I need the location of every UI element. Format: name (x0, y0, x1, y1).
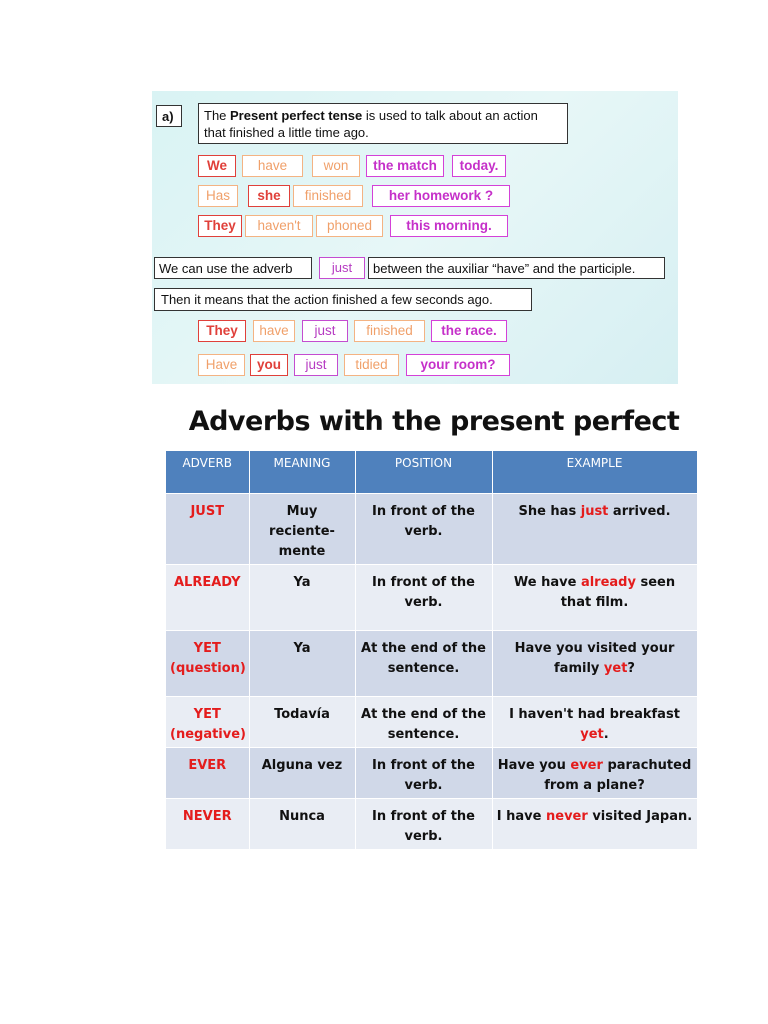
position-cell: In front of the verb. (355, 564, 492, 630)
word-your-room: your room? (406, 354, 510, 376)
adverb-cell: JUST (166, 493, 249, 564)
word-have-3: Have (198, 354, 245, 376)
example-post: seen that film. (560, 574, 676, 610)
example-pre: Have you (497, 757, 571, 773)
word-has: Has (198, 185, 238, 207)
example-post: parachuted from a plane? (544, 757, 692, 793)
adverb-cell: YET (question) (166, 630, 249, 696)
table-row (166, 493, 697, 564)
header-example: EXAMPLE (492, 451, 697, 493)
example-pre: I have (496, 808, 547, 824)
example-highlight: yet (603, 660, 628, 676)
meaning-cell: Alguna vez (249, 747, 355, 798)
intro-bold: Present perfect tense (230, 108, 363, 123)
word-they: They (198, 215, 242, 237)
intro-line2: that finished a little time ago. (204, 125, 369, 140)
example-pre: I haven't had breakfast (509, 706, 680, 722)
word-finished: finished (293, 185, 363, 207)
word-her-homework: her homework ? (372, 185, 510, 207)
example-cell (492, 747, 697, 798)
position-cell: At the end of the sentence. (355, 696, 492, 747)
example-cell (492, 564, 697, 630)
meaning-cell: Muy reciente-mente (249, 493, 355, 564)
word-havent: haven't (245, 215, 313, 237)
adverb-cell: ALREADY (166, 564, 249, 630)
word-have-2: have (253, 320, 295, 342)
word-we: We (198, 155, 236, 177)
example-cell (492, 493, 697, 564)
word-just-2: just (294, 354, 338, 376)
position-cell: In front of the verb. (355, 493, 492, 564)
adverb-cell: NEVER (166, 798, 249, 849)
word-they-2: They (198, 320, 246, 342)
word-she: she (248, 185, 290, 207)
meaning-cell: Ya (249, 630, 355, 696)
adverbs-table (166, 451, 698, 849)
adverb-cell: YET (negative) (166, 696, 249, 747)
example-pre: We have (513, 574, 581, 590)
word-just-1: just (302, 320, 348, 342)
table-row (166, 798, 697, 849)
intro-box (198, 103, 568, 144)
header-meaning: MEANING (249, 451, 355, 493)
table-row (166, 747, 697, 798)
word-the-match: the match (366, 155, 444, 177)
example-pre: She has (518, 503, 581, 519)
example-post: . (603, 726, 609, 742)
word-finished-2: finished (354, 320, 425, 342)
position-cell: In front of the verb. (355, 747, 492, 798)
example-highlight: yet (580, 726, 604, 742)
word-today: today. (452, 155, 506, 177)
example-post: visited Japan. (587, 808, 693, 824)
meaning-cell: Ya (249, 564, 355, 630)
word-tidied: tidied (344, 354, 399, 376)
adverb-note-post: between the auxiliar “have” and the participle. (368, 257, 665, 279)
table-row (166, 564, 697, 630)
word-won: won (312, 155, 360, 177)
intro-pre: The (204, 108, 231, 123)
word-the-race: the race. (431, 320, 507, 342)
position-cell: At the end of the sentence. (355, 630, 492, 696)
meaning-cell: Todavía (249, 696, 355, 747)
adverb-note-pre: We can use the adverb (154, 257, 312, 279)
example-highlight: just (580, 503, 609, 519)
word-phoned: phoned (316, 215, 383, 237)
adverb-cell: EVER (166, 747, 249, 798)
page-heading: Adverbs with the present perfect (188, 406, 680, 437)
example-post: ? (627, 660, 635, 676)
example-highlight: ever (570, 757, 603, 773)
header-position: POSITION (355, 451, 492, 493)
meaning-cell: Nunca (249, 798, 355, 849)
word-this-morning: this morning. (390, 215, 508, 237)
label-a: a) (156, 105, 182, 127)
adverb-note-just: just (319, 257, 365, 279)
header-adverb: ADVERB (166, 451, 249, 493)
table-header-row (166, 451, 697, 493)
word-have: have (242, 155, 303, 177)
example-post: arrived. (608, 503, 671, 519)
intro-post: is used to talk about an action (362, 108, 538, 123)
example-cell (492, 696, 697, 747)
example-pre: Have you visited your family (514, 640, 675, 676)
example-highlight: already (580, 574, 636, 590)
word-you: you (250, 354, 288, 376)
table-row (166, 630, 697, 696)
meaning-note: Then it means that the action finished a few seconds ago. (154, 288, 532, 311)
table-row (166, 696, 697, 747)
example-cell (492, 630, 697, 696)
present-perfect-panel (152, 91, 678, 384)
example-highlight: never (546, 808, 588, 824)
position-cell: In front of the verb. (355, 798, 492, 849)
example-cell (492, 798, 697, 849)
